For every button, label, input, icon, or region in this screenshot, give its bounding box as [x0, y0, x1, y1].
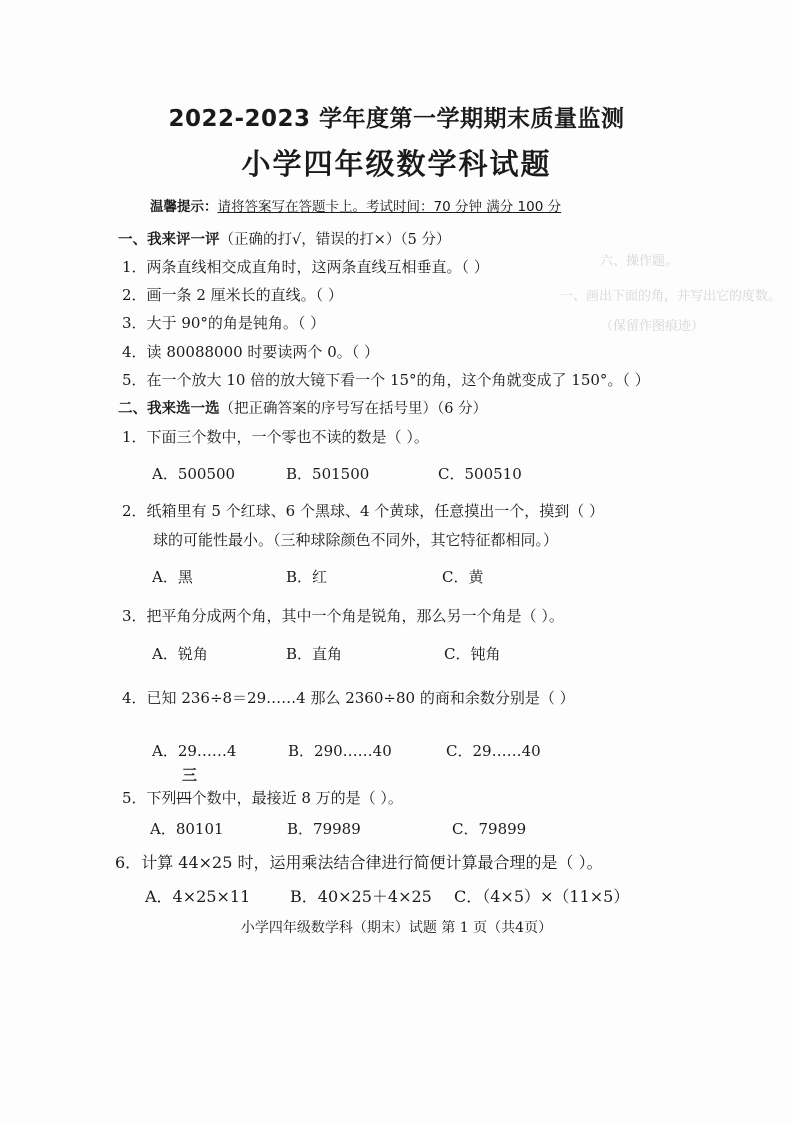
- question-text: 下面三个数中，一个零也不读的数是（ ）。: [146, 428, 429, 446]
- option-a: A．锐角: [152, 645, 208, 663]
- warm-tip-text: 请将答案写在答题卡上。考试时间：70 分钟 满分 100 分: [217, 199, 562, 215]
- exam-title-line1: 2022-2023 学年度第一学期期末质量监测: [168, 106, 625, 132]
- question-text: 两条直线相交成直角时，这两条直线互相垂直。（ ）: [146, 258, 489, 276]
- struck-word: 四: [176, 789, 192, 807]
- s2-question-5: [122, 787, 403, 808]
- question-number: 3．: [122, 607, 147, 625]
- s1-question-5: [122, 369, 650, 390]
- question-number: 5．: [122, 789, 147, 807]
- s2-question-4: [122, 687, 575, 708]
- option-c: C．钝角: [444, 645, 501, 663]
- option-b: B．40×25＋4×25: [290, 887, 432, 906]
- question-text-pre: 下列: [146, 789, 177, 807]
- option-c: C．黄: [442, 568, 484, 586]
- s2-question-1: [122, 426, 429, 447]
- s2-question-3: [122, 605, 564, 626]
- option-b: B．290……40: [288, 742, 392, 760]
- section1-note: （正确的打√，错误的打×）（5 分）: [219, 232, 451, 248]
- question-number: 2．: [122, 502, 147, 520]
- question-number: 4．: [122, 343, 147, 361]
- section2-heading: [118, 397, 487, 418]
- question-text: 纸箱里有 5 个红球、6 个黑球、4 个黄球，任意摸出一个，摸到（ ）: [146, 502, 605, 520]
- question-number: 3．: [122, 314, 147, 332]
- s1-question-4: [122, 341, 379, 362]
- question-text: 大于 90°的角是钝角。（ ）: [146, 314, 326, 332]
- bleed-through-text: 六、操作题。: [600, 254, 679, 269]
- question-number: 1．: [122, 258, 147, 276]
- option-b: B．红: [286, 568, 328, 586]
- s2-question-2: [122, 500, 604, 521]
- question-number: 6．: [115, 853, 142, 872]
- warm-tip-label: 温馨提示：: [150, 199, 218, 215]
- s1-question-1: [122, 256, 489, 277]
- question-number: 5．: [122, 371, 147, 389]
- question-number: 1．: [122, 428, 147, 446]
- option-a: A．80101: [150, 820, 224, 838]
- bleed-through-text: 一、画出下面的角，并写出它的度数。: [560, 289, 782, 304]
- exam-title-line2: 小学四年级数学科试题: [241, 147, 552, 181]
- question-text: 计算 44×25 时，运用乘法结合律进行简便计算最合理的是（ ）。: [141, 853, 603, 872]
- question-text-post: 个数中，最接近 8 万的是（ ）。: [191, 789, 403, 807]
- option-a: A．4×25×11: [145, 887, 251, 906]
- section1-heading: [118, 228, 450, 249]
- option-c: C．（4×5）×（11×5）: [454, 887, 630, 906]
- section2-title: 二、我来选一选: [118, 401, 220, 417]
- option-a: A．500500: [152, 465, 236, 483]
- question-text: 画一条 2 厘米长的直线。（ ）: [146, 286, 343, 304]
- question-text: 读 80088000 时要读两个 0。（ ）: [146, 343, 380, 361]
- option-c: C．79899: [452, 820, 527, 838]
- option-b: B．直角: [286, 645, 343, 663]
- option-b: B．79989: [287, 820, 361, 838]
- question-number: 4．: [122, 689, 147, 707]
- s1-question-2: [122, 284, 343, 305]
- option-b: B．501500: [286, 465, 370, 483]
- option-c: C．29……40: [446, 742, 541, 760]
- question-number: 2．: [122, 286, 147, 304]
- s1-question-3: [122, 312, 325, 333]
- section1-title: 一、我来评一评: [118, 232, 220, 248]
- s2-question-2-line2: 球的可能性最小。（三种球除颜色不同外，其它特征都相同。）: [153, 531, 559, 549]
- question-text: 在一个放大 10 倍的放大镜下看一个 15°的角，这个角就变成了 150°。（ ）: [146, 371, 650, 389]
- page-footer: 小学四年级数学科（期末）试题 第 1 页（共4页）: [240, 920, 553, 936]
- option-a: A．29……4: [152, 742, 237, 760]
- bleed-through-text: （保留作图痕迹）: [600, 319, 705, 334]
- option-c: C．500510: [438, 465, 522, 483]
- question-text: 已知 236÷8＝29……4 那么 2360÷80 的商和余数分别是（ ）: [146, 689, 575, 707]
- warm-tip: [150, 195, 561, 215]
- handwritten-correction: 三: [182, 766, 198, 784]
- section2-note: （把正确答案的序号写在括号里）（6 分）: [219, 401, 488, 417]
- option-a: A．黑: [152, 568, 193, 586]
- s2-question-6: [115, 850, 603, 873]
- question-text: 把平角分成两个角，其中一个角是锐角，那么另一个角是（ ）。: [146, 607, 564, 625]
